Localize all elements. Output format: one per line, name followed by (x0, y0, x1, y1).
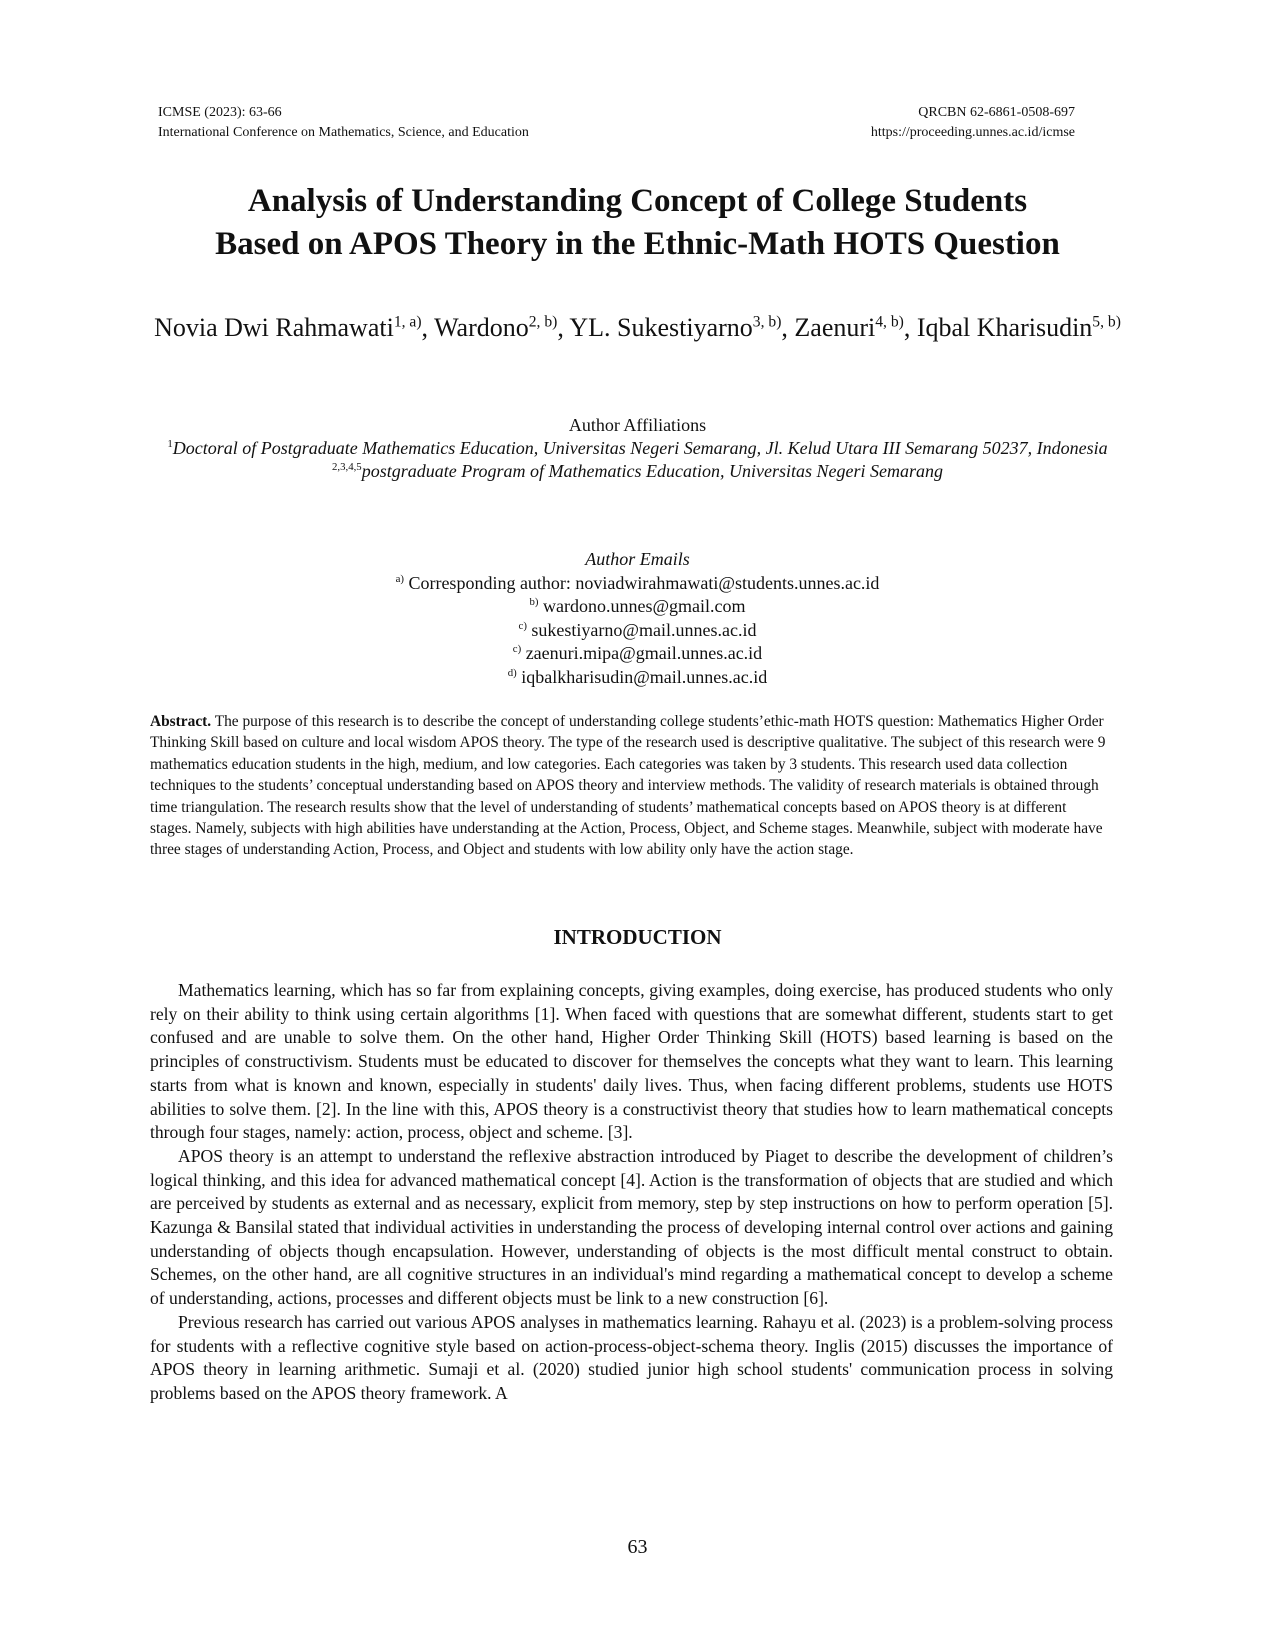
email-address[interactable]: iqbalkharisudin@mail.unnes.ac.id (516, 666, 768, 687)
author-1-marker: 1, a) (393, 313, 422, 331)
author-separator: , (557, 313, 570, 342)
author-5-name: Iqbal Kharisudin (916, 313, 1093, 342)
qrcbn-number: QRCBN 62-6861-0508-697 (918, 105, 1075, 120)
paragraph: Mathematics learning, which has so far from explaining concepts, giving examples, doing exercise, has produced students who only rely on their ability to think using certain algorithms [1]. When faced with questions that are somewhat different, students start to get confused and are unable to solve them. On the other hand, Higher Order Thinking Skill (HOTS) based learning is based on the principles of constructivism. Students must be educated to discover for themselves the concepts what they want to learn. This learning starts from what is known and known, especially in students' daily lives. Thus, when facing different problems, students use HOTS abilities to solve them. [2]. In the line with this, APOS theory is a constructivist theory that studies how to learn mathematical concepts through four stages, namely: action, process, object and scheme. [3]. (150, 980, 1113, 1143)
author-affiliations (140, 414, 1135, 483)
author-2-name: Wardono (434, 313, 529, 342)
author-separator: , (781, 313, 795, 342)
email-marker: a) (395, 572, 404, 585)
email-line (140, 666, 1135, 690)
email-address[interactable]: wardono.unnes@gmail.com (538, 596, 746, 616)
email-marker: c) (512, 643, 522, 655)
emails-heading: Author Emails (585, 549, 690, 569)
email-line (140, 595, 1135, 619)
author-3-marker: 3, b) (752, 313, 782, 331)
running-header-left (158, 103, 529, 143)
title-line-1: Analysis of Understanding Concept of College Students (247, 183, 1028, 219)
affiliation-1 (140, 437, 1135, 460)
abstract (150, 711, 1110, 861)
affiliations-heading: Author Affiliations (568, 415, 707, 435)
affiliation-2 (140, 460, 1135, 483)
affiliation-1-text: Doctoral of Postgraduate Mathematics Education, Universitas Negeri Semarang, Jl. Kelud Utara III Semarang 50237, Indonesia (172, 438, 1108, 458)
author-list (140, 312, 1135, 343)
abstract-text: The purpose of this research is to describe the concept of understanding college students’ethic-math HOTS question: Mathematics Higher Order Thinking Skill based on culture and local wisdom APOS theory. The type of the research used is descriptive qualitative. The subject of this research were 9 mathematics education students in the high, medium, and low categories. Each categories was taken by 3 students. This research used data collection techniques to the students’ conceptual understanding based on APOS theory and interview methods. The validity of research materials is obtained through time triangulation. The research results show that the level of understanding of students’ mathematical concepts based on APOS theory is at different stages. Namely, subjects with high abilities have understanding at the Action, Process, Object, and Scheme stages. Meanwhile, subject with moderate have three stages of understanding Action, Process, and Object and students with low ability only have the action stage. (150, 713, 1106, 859)
proceeding-url[interactable]: https://proceeding.unnes.ac.id/icmse (870, 125, 1075, 140)
email-line (140, 619, 1135, 643)
author-4-marker: 4, b) (875, 313, 904, 331)
title-line-2: Based on APOS Theory in the Ethnic-Math HOTS Question (215, 226, 1060, 262)
author-separator: , (421, 313, 435, 342)
email-address[interactable]: zaenuri.mipa@gmail.unnes.ac.id (521, 643, 763, 663)
running-header-right (871, 103, 1075, 143)
affiliation-2-marker: 2,3,4,5 (332, 461, 362, 473)
conference-name: International Conference on Mathematics, Science, and Education (158, 125, 529, 140)
paragraph: APOS theory is an attempt to understand the reflexive abstraction introduced by Piaget to describe the development of children’s logical thinking, and this idea for advanced mathematical concept [4]. Action is the transformation of objects that are studied and which are perceived by students as external and as necessary, explicit from memory, step by step instructions on how to perform operation [5]. Kazunga & Bansilal stated that individual activities in understanding the process of developing internal control over actions and gaining understanding of objects though encapsulation. However, understanding of objects is the most difficult mental construct to obtain. Schemes, on the other hand, are all cognitive structures in an individual's mind regarding a mathematical concept to develop a scheme of understanding, actions, processes and different objects must be link to a new construction [6]. (150, 1145, 1113, 1309)
page-number: 63 (627, 1536, 648, 1558)
email-marker: d) (507, 666, 517, 679)
email-line (140, 642, 1135, 666)
email-marker: b) (529, 596, 539, 608)
author-4-name: Zaenuri (794, 313, 876, 342)
email-line (140, 572, 1135, 596)
author-3-name: YL. Sukestiyarno (569, 313, 753, 342)
section-heading-introduction: INTRODUCTION (553, 925, 722, 949)
email-address[interactable]: Corresponding author: noviadwirahmawati@students.unnes.ac.id (403, 572, 880, 593)
author-emails (140, 548, 1135, 689)
affiliation-1-marker: 1 (167, 438, 173, 450)
introduction-body (150, 979, 1113, 1406)
author-2-marker: 2, b) (528, 313, 558, 331)
affiliation-2-text: postgraduate Program of Mathematics Education, Universitas Negeri Semarang (361, 461, 943, 481)
abstract-label: Abstract. (150, 713, 212, 730)
conference-citation: ICMSE (2023): 63-66 (158, 105, 282, 120)
paper-title (140, 180, 1135, 266)
email-address[interactable]: sukestiyarno@mail.unnes.ac.id (526, 619, 757, 640)
email-marker: c) (518, 619, 527, 632)
author-separator: , (903, 313, 917, 342)
author-1-name: Novia Dwi Rahmawati (154, 313, 394, 342)
paragraph: Previous research has carried out various APOS analyses in mathematics learning. Rahayu et al. (2023) is a problem-solving process for students with a reflective cognitive style based on action-process-object-schema theory. Inglis (2015) discusses the importance of APOS theory in learning arithmetic. Sumaji et al. (2020) studied junior high school students' communication process in solving problems based on the APOS theory framework. A (150, 1311, 1113, 1403)
author-5-marker: 5, b) (1092, 313, 1121, 331)
